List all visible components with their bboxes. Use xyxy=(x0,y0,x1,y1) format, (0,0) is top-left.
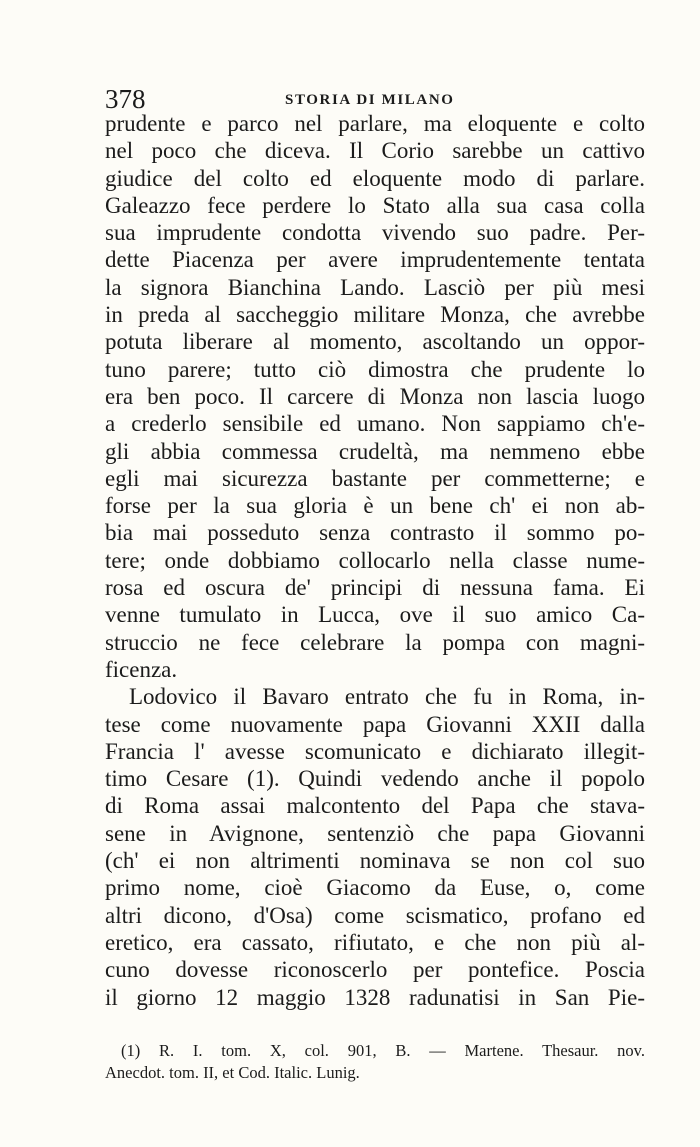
text-line: egli mai sicurezza bastante per commetterne; e xyxy=(105,465,645,491)
text-line: eretico, era cassato, rifiutato, e che non più al- xyxy=(105,929,645,955)
text-line: timo Cesare (1). Quindi vedendo anche il popolo xyxy=(105,766,645,792)
text-line: Galeazzo fece perdere lo Stato alla sua casa colla xyxy=(105,192,645,218)
text-line: il giorno 12 maggio 1328 radunatisi in San Pie- xyxy=(105,984,645,1010)
text-line: prudente e parco nel parlare, ma eloquente e colto xyxy=(105,111,645,136)
text-line: sua imprudente condotta vivendo suo padre. Per- xyxy=(105,220,645,246)
text-line: di Roma assai malcontento del Papa che stava- xyxy=(105,793,645,819)
text-line: rosa ed oscura de' principi di nessuna fama. Ei xyxy=(105,575,645,601)
footnotes xyxy=(105,1040,645,1084)
text-line: tere; onde dobbiamo collocarlo nella classe nume- xyxy=(105,547,645,573)
text-line: giudice del colto ed eloquente modo di parlare. xyxy=(105,165,645,191)
footnote-line: (1) R. I. tom. X, col. 901, B. — Martene. Thesaur. nov. xyxy=(121,1041,645,1060)
text-line: cuno dovesse riconoscerlo per pontefice. Poscia xyxy=(105,957,645,983)
text-line: primo nome, cioè Giacomo da Euse, o, come xyxy=(105,875,645,901)
text-line: bia mai posseduto senza contrasto il sommo po- xyxy=(105,520,645,546)
text-line: tese come nuovamente papa Giovanni XXII dalla xyxy=(105,711,645,737)
text-line: potuta liberare al momento, ascoltando un oppor- xyxy=(105,329,645,355)
text-line: venne tumulato in Lucca, ove il suo amico Ca- xyxy=(105,602,645,628)
text-line: gli abbia commessa crudeltà, ma nemmeno ebbe xyxy=(105,438,645,464)
text-line: Francia l' avesse scomunicato e dichiarato illegit- xyxy=(105,738,645,764)
running-head: STORIA DI MILANO xyxy=(285,92,455,108)
text-line: era ben poco. Il carcere di Monza non lascia luogo xyxy=(105,383,645,409)
text-line: nel poco che diceva. Il Corio sarebbe un cattivo xyxy=(105,138,645,164)
page-number: 378 xyxy=(105,84,146,114)
text-line: la signora Bianchina Lando. Lasciò per più mesi xyxy=(105,274,645,300)
body-text xyxy=(105,110,645,1011)
page-header xyxy=(105,86,645,112)
text-line: (ch' ei non altrimenti nominava se non col suo xyxy=(105,848,645,874)
text-line: struccio ne fece celebrare la pompa con magni- xyxy=(105,629,645,655)
footnote-line: Anecdot. tom. II, et Cod. Italic. Lunig. xyxy=(105,1063,360,1082)
text-line: a crederlo sensibile ed umano. Non sappiamo ch'e- xyxy=(105,411,645,437)
text-line: tuno parere; tutto ciò dimostra che prudente lo xyxy=(105,356,645,382)
text-line: dette Piacenza per avere imprudentemente tentata xyxy=(105,247,645,273)
text-line: forse per la sua gloria è un bene ch' ei non ab- xyxy=(105,493,645,519)
text-line: Lodovico il Bavaro entrato che fu in Roma, in- xyxy=(129,684,645,710)
text-line: sene in Avignone, sentenziò che papa Giovanni xyxy=(105,820,645,846)
text-line: in preda al saccheggio militare Monza, che avrebbe xyxy=(105,302,645,328)
text-line: ficenza. xyxy=(105,656,178,682)
text-line: altri dicono, d'Osa) come scismatico, profano ed xyxy=(105,902,645,928)
